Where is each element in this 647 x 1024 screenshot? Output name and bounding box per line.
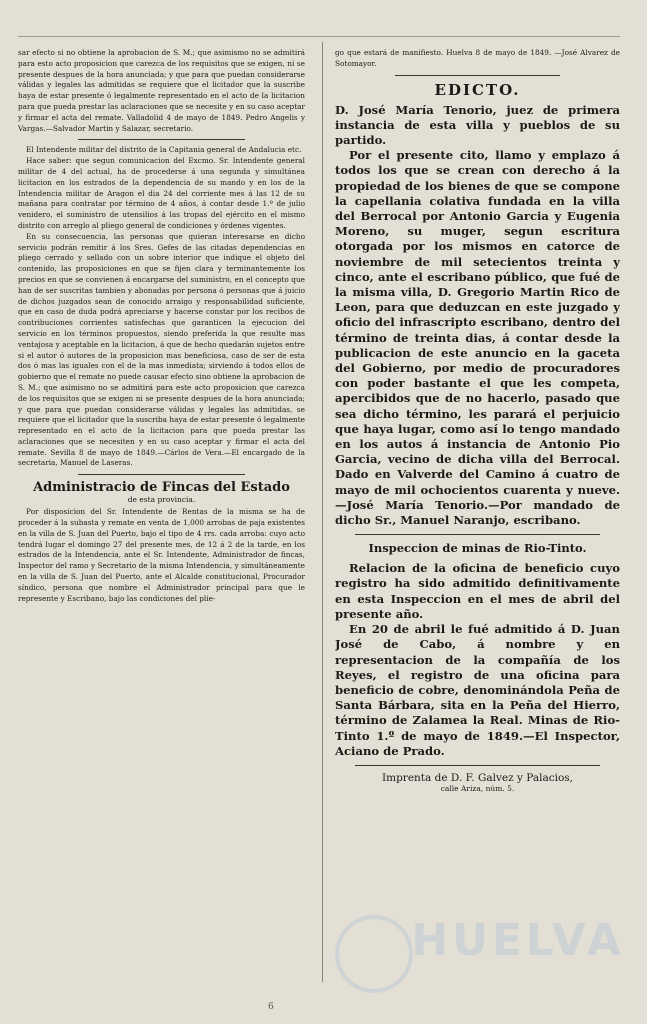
separator-rule xyxy=(78,139,245,140)
left-column xyxy=(18,48,305,604)
imprint-address: calle Ariza, núm. 5. xyxy=(440,783,515,793)
watermark-text: HUELVA xyxy=(411,915,625,966)
edicto-heading: D. José María Tenorio, juez de primera instancia de esta villa y pueblos de su partido. xyxy=(335,102,620,147)
left-paragraph-1: sar efecto si no obtiene la aprobacion de S. M.; que asimismo no se admitirá para esto acto proposicion que carezca de los requisitos que se exigen, ni se presente despues de la hora anunciada; y que para que puedan considerarse válidas y legales las admitidas se requiere que el licitador que la suscribe haya de estar presente ó legalmente representado en el acto de la licitacion para que pueda prestar las aclaraciones que se necesite y en su caso aceptar y firmar el acta del remate. Valladolid 4 de mayo de 1849. Pedro Angelis y Vargas.—Salvador Martin y Salazar, secretario. xyxy=(18,48,305,133)
left-paragraph-2: El Intendente militar del distrito de la Capitania general de Andalucia etc. xyxy=(26,145,302,155)
edicto-title: EDICTO. xyxy=(434,80,521,99)
separator-rule xyxy=(355,534,600,535)
section-subheading: de esta provincia. xyxy=(127,495,196,505)
left-paragraph-3: Hace saber: que segun comunicacion del Excmo. Sr. Intendente general militar de 4 del actual, ha de procederse á una segunda y simultánea licitacion en los estrados de la dependencia de su mando y en los de la Intendencia militar de Aragon el dia 24 del corriente mes á las 12 de su mañana para contratar por término de 4 años, á contar desde 1.º de julio venidero, el suministro de utensilios á las tropas del ejército en el mismo distrito con arreglo al pliego general de condiciones y órdenes vigentes. xyxy=(18,156,305,230)
page-mark: 6 xyxy=(268,1002,274,1012)
right-column xyxy=(335,48,620,793)
minas-paragraph-1: Relacion de la oficina de beneficio cuyo registro ha sido admitido definitivamente en esta Inspeccion en el mes de abril del presente año. xyxy=(335,561,620,621)
left-paragraph-4: En su consecuencia, las personas que quieran interesarse en dicho servicio podrán remitir á los Sres. Gefes de las citadas dependencias en pliego cerrado y sellado con un sobre interior que indique el objeto del contenido, las proposiciones en que se fijen clara y terminantemente los precios en que se convienen á encargarse del suministro, en el concepto que han de ser suscritas tambien y abonadas por persona ó personas que á juicio de dichos juzgados sean de conocido arraigo y responsabilidad suficiente, que en caso de duda podrá apreciarse y hacerse constar por los recibos de contribuciones corrientes satisfechas que garanticen la ejecucion del servicio en los términos propuestos, siendo preferida la que resulte mas ventajosa y aceptable en la licitacion, á que de hecho quedarán sujetos entre si el autor ó autores de la proposicion mas beneficiosa, caso de ser de esta dos ó mas las iguales con el de la mas inmediata; sirviendo á todos ellos de gobierno que el remate no puede causar efecto sino obtiene la aprobacion de S. M.; que asimismo no se admitirá para este acto proposicion que carezca de los requisitos que se exigen ni se presente despues de la hora anunciada; y que para que puedan considerarse válidas y legales las admitidas, se requiere que el licitador que la suscriba haya de estar presente ó legalmente representado en el acto de la licitacion para que pueda prestar las aclaraciones que se necesiten y en su caso aceptar y firmar el acta del remate. Sevilla 8 de mayo de 1849.—Cárlos de Vera.—El encargado de la secretaria, Manuel de Laseras. xyxy=(18,231,305,468)
separator-rule xyxy=(395,75,560,76)
section-heading-minas: Inspeccion de minas de Rio-Tinto. xyxy=(368,541,587,556)
imprint-line: Imprenta de D. F. Galvez y Palacios, xyxy=(381,771,573,784)
edicto-body: Por el presente cito, llamo y emplazo á todos los que se crean con derecho á la propiedad de los bienes de que se compone la capellania colativa fundada en la villa del Berrocal por Antonio Garcia y Eugenia Moreno, su muger, segun escritura otorgada por los mismos en catorce de noviembre de mil setecientos treinta y cinco, ante el escribano público, que fué de la misma villa, D. Gregorio Martin Rico de Leon, para que deduzcan en este juzgado y oficio del infrascripto escribano, dentro del término de treinta dias, á contar desde la publicacion de este anuncio en la gaceta del Gobierno, por medio de procuradores con poder bastante el que les competa, apercibidos que de no hacerlo, pasado que sea dicho término, les parará el perjuicio que haya lugar, como así lo tengo mandado en los autos á instancia de Antonio Pio Garcia, vecino de dicha villa del Berrocal. Dado en Valverde del Camino á cuatro de mayo de mil ochocientos cuarenta y nueve.—José María Tenorio.—Por mandado de dicho Sr., Manuel Naranjo, escribano. xyxy=(335,148,620,528)
minas-paragraph-2: En 20 de abril le fué admitido á D. Juan José de Cabo, á nombre y en representacion de la compañía de los Reyes, el registro de una oficina para beneficio de cobre, denominándola Peña de Santa Bárbara, sita en la Peña del Hierro, término de Zalamea la Real. Minas de Rio-Tinto 1.º de mayo de 1849.—El Inspector, Aciano de Prado. xyxy=(335,622,620,758)
column-divider xyxy=(322,42,323,982)
top-rule xyxy=(18,36,620,37)
right-paragraph-0: go que estará de manifiesto. Huelva 8 de mayo de 1849. —José Alvarez de Sotomayor. xyxy=(335,48,620,68)
left-paragraph-5: Por disposicion del Sr. Intendente de Rentas de la misma se ha de proceder á la subasta y remate en venta de 1,000 arrobas de paja existentes en la villa de S. Juan del Puerto, bajo el tipo de 4 rrs. cada arroba: cuyo acto tendrá lugar el domingo 27 del presente mes, de 12 á 2 de la tarde, en los estrados de la Intendencia, ante el Sr. Intendente, Administrador de fincas, Inspector del ramo y Secretario de la misma Intendencia, y simultáneamente en la villa de S. Juan del Puerto, ante el Alcalde constitucional, Procurador síndico, persona que nombre el Administrador principal para que le represente y Escribano, bajo las condiciones del plie- xyxy=(18,507,305,603)
separator-rule xyxy=(355,765,600,766)
section-heading-fincas: Administracio de Fincas del Estado xyxy=(33,480,290,496)
separator-rule xyxy=(78,474,245,475)
